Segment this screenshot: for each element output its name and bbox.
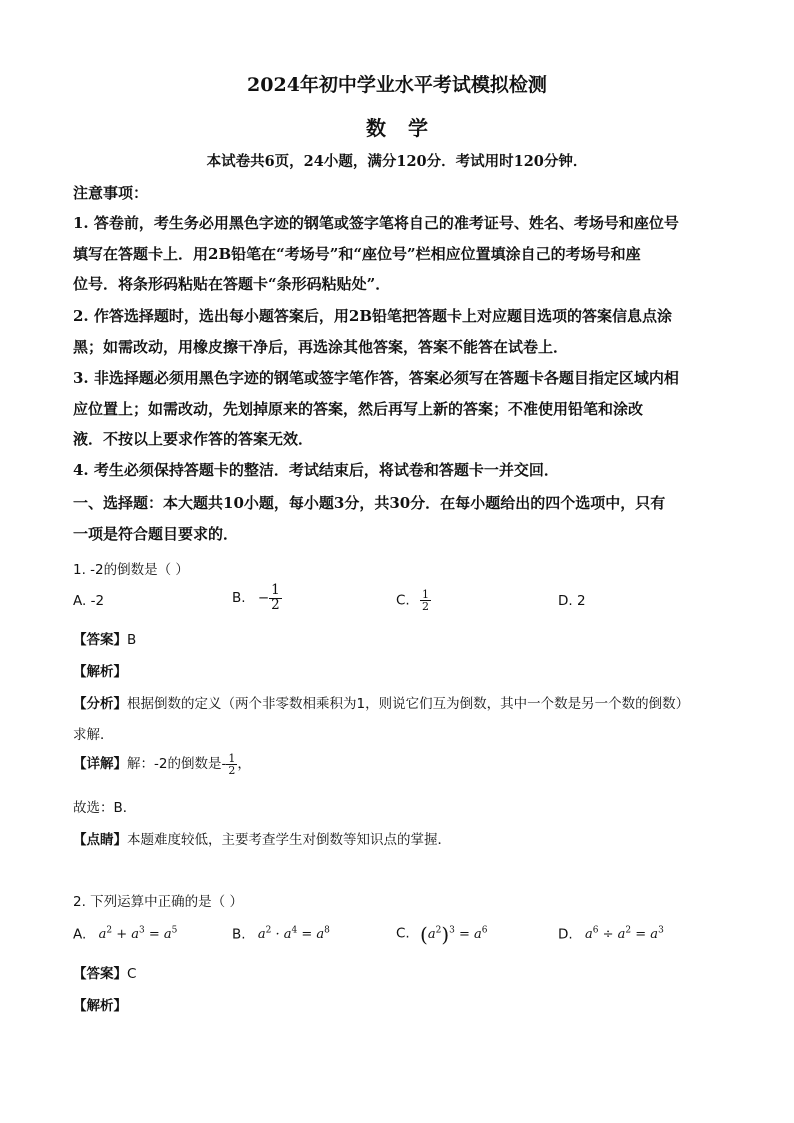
q1-choice: 故选：B．: [73, 800, 137, 816]
fraction: $\frac{1}{2}$: [271, 582, 280, 613]
q1-fenxi-cont: 求解．: [73, 727, 114, 743]
q1-dianjing: 【点睛】本题难度较低，主要考查学生对倒数等知识点的掌握．: [73, 832, 451, 848]
q1-option-c: C. $\frac{1}{2}$: [396, 588, 430, 613]
section-heading: 一、选择题：本大题共10小题，每小题3分，共30分．在每小题给出的四个选项中，只有: [73, 494, 666, 512]
q2-option-b: B. $a^2 \cdot a^4 = a^8$: [232, 926, 330, 943]
q2-option-a: A. $a^2 + a^3 = a^5$: [73, 926, 178, 943]
q2-option-d: D. $a^6 \div a^2 = a^3$: [558, 926, 664, 943]
notice-line: 4. 考生必须保持答题卡的整洁．考试结束后，将试卷和答题卡一并交回．: [73, 461, 559, 479]
notice-line: 1. 答卷前，考生务必用黑色字迹的钢笔或签字笔将自己的准考证号、姓名、考场号和座位号: [73, 214, 679, 232]
notice-line: 黑；如需改动，用橡皮擦干净后，再选涂其他答案，答案不能答在试卷上．: [73, 338, 569, 356]
q1-option-d: D. 2: [558, 593, 586, 609]
page-title: 2024年初中学业水平考试模拟检测: [247, 74, 547, 96]
notice-line: 应位置上；如需改动，先划掉原来的答案，然后再写上新的答案；不准使用铅笔和涂改: [73, 400, 644, 418]
q1-fenxi: 【分析】根据倒数的定义（两个非零数相乘积为1，则说它们互为倒数，其中一个数是另一个数的倒数）: [73, 696, 690, 712]
q1-option-a: A. -2: [73, 593, 105, 609]
fraction: $\frac{1}{2}$: [228, 751, 236, 777]
notice-line: 3. 非选择题必须用黑色字迹的钢笔或签字笔作答，答案必须写在答题卡各题目指定区域内相: [73, 369, 679, 387]
notice-heading: 注意事项：: [73, 184, 149, 202]
q1-option-b: B. − $\frac{1}{2}$: [232, 582, 280, 613]
question-2-stem: 2. 下列运算中正确的是（ ）: [73, 894, 243, 910]
q1-analysis-tag: 【解析】: [73, 664, 127, 680]
q1-answer: 【答案】B: [73, 632, 137, 648]
exam-info: 本试卷共6页，24小题，满分120分．考试用时120分钟．: [206, 153, 588, 170]
notice-line: 位号．将条形码粘贴在答题卡“条形码粘贴处”．: [73, 275, 391, 293]
q2-answer: 【答案】C: [73, 966, 137, 982]
q2-option-c: C. $(a^2)^3 = a^6$: [396, 922, 488, 946]
fraction: $\frac{1}{2}$: [422, 588, 430, 613]
notice-line: 液．不按以上要求作答的答案无效．: [73, 430, 314, 448]
question-1-stem: 1. -2的倒数是（ ）: [73, 562, 189, 578]
section-heading: 一项是符合题目要求的．: [73, 525, 239, 543]
notice-line: 填写在答题卡上．用2B铅笔在“考场号”和“座位号”栏相应位置填涂自己的考场号和座: [73, 245, 641, 263]
subject-title: 数学: [366, 116, 450, 140]
q2-analysis-tag: 【解析】: [73, 998, 127, 1014]
notice-line: 2. 作答选择题时，选出每小题答案后，用2B铅笔把答题卡上对应题目选项的答案信息点涂: [73, 307, 673, 325]
q1-detail: 【详解】解：-2的倒数是- $\frac{1}{2}$ ，: [73, 751, 251, 777]
